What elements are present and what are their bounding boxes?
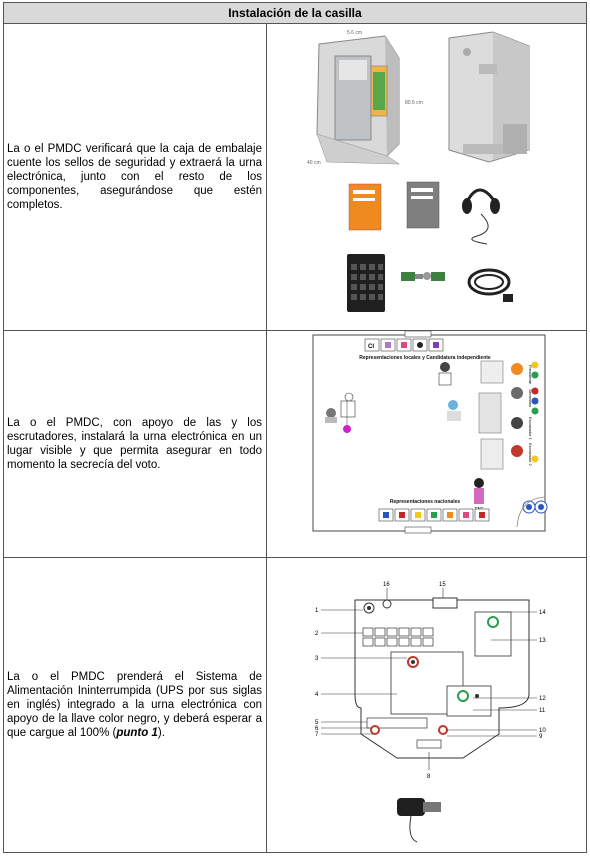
svg-text:Presidente: Presidente (528, 365, 533, 385)
svg-text:11: 11 (539, 708, 546, 714)
top-party-logos (365, 331, 443, 351)
svg-text:5.6 cm: 5.6 cm (347, 30, 363, 36)
table-header: Instalación de la casilla (4, 3, 586, 24)
components-illustration (267, 24, 586, 330)
svg-text:40 cm: 40 cm (307, 160, 321, 166)
svg-text:8: 8 (427, 774, 431, 780)
headphones-icon (462, 190, 500, 244)
svg-text:10: 10 (539, 728, 546, 734)
power-cable-image (469, 270, 513, 302)
svg-text:Representaciones nacionales (390, 499, 461, 505)
svg-text:13: 13 (539, 638, 546, 644)
step-description: La o el PMDC, con apoyo de las y los escrutadores, instalará la urna electrónica en un lugar visible y que permita asegurar en todo momento la secrecía del voto. (7, 417, 262, 471)
svg-text:Secretario: Secretario (528, 389, 533, 408)
orange-manual-image (349, 184, 381, 230)
layout-figure (267, 331, 586, 557)
components-figure (267, 24, 586, 330)
svg-text:16: 16 (383, 582, 390, 588)
ballot-box-back-image (449, 32, 529, 162)
polling-station-layout (267, 331, 586, 557)
step-description: La o el PMDC prenderá el Sistema de Alimentación Ininterrumpida (UPS por sus siglas en inglés) integrado a la urna electrónica con apoyo de la llave color negro, y deberá esperar a que cargue al 100% (punto 1). (7, 671, 262, 739)
svg-text:Escrutador 2: Escrutador 2 (528, 443, 533, 466)
back-panel-figure (267, 558, 586, 852)
svg-text:12: 12 (539, 696, 546, 702)
keypad-image (347, 254, 385, 312)
table-row (4, 24, 586, 331)
svg-text:14: 14 (539, 610, 546, 616)
table-row (4, 331, 586, 558)
svg-text:7: 7 (315, 732, 319, 738)
table-row (4, 558, 586, 852)
svg-text:2: 2 (315, 631, 319, 637)
svg-text:5: 5 (315, 720, 319, 726)
bottom-representations-label: Representaciones nacionales (389, 499, 461, 505)
svg-text:80.5 cm: 80.5 cm (405, 100, 423, 106)
svg-text:4: 4 (315, 692, 319, 698)
step-description: La o el PMDC verificará que la caja de embalaje cuente los sellos de seguridad y extraerá la urna electrónica, junto con el resto de los componentes, asegurándose que estén completos. (7, 143, 262, 211)
back-panel-diagram (267, 558, 586, 852)
gray-manual-image (407, 182, 439, 228)
svg-text:3: 3 (315, 656, 319, 662)
svg-text:6: 6 (315, 726, 319, 732)
svg-text:9: 9 (539, 734, 543, 740)
ballot-box-front-image (307, 30, 423, 166)
black-key-icon (397, 798, 441, 842)
svg-text:Representaciones locales y Can (359, 355, 491, 361)
procedure-table (3, 2, 587, 853)
emphasis-punto: punto 1 (116, 727, 158, 739)
svg-text:Escrutador 1: Escrutador 1 (528, 417, 533, 440)
svg-text:1: 1 (315, 608, 319, 614)
keys-image (401, 272, 445, 281)
tae-figure (474, 478, 484, 513)
top-representations-label: Representaciones locales y Candidatura independiente (359, 355, 491, 361)
svg-text:CI: CI (368, 344, 374, 350)
svg-text:15: 15 (439, 582, 446, 588)
